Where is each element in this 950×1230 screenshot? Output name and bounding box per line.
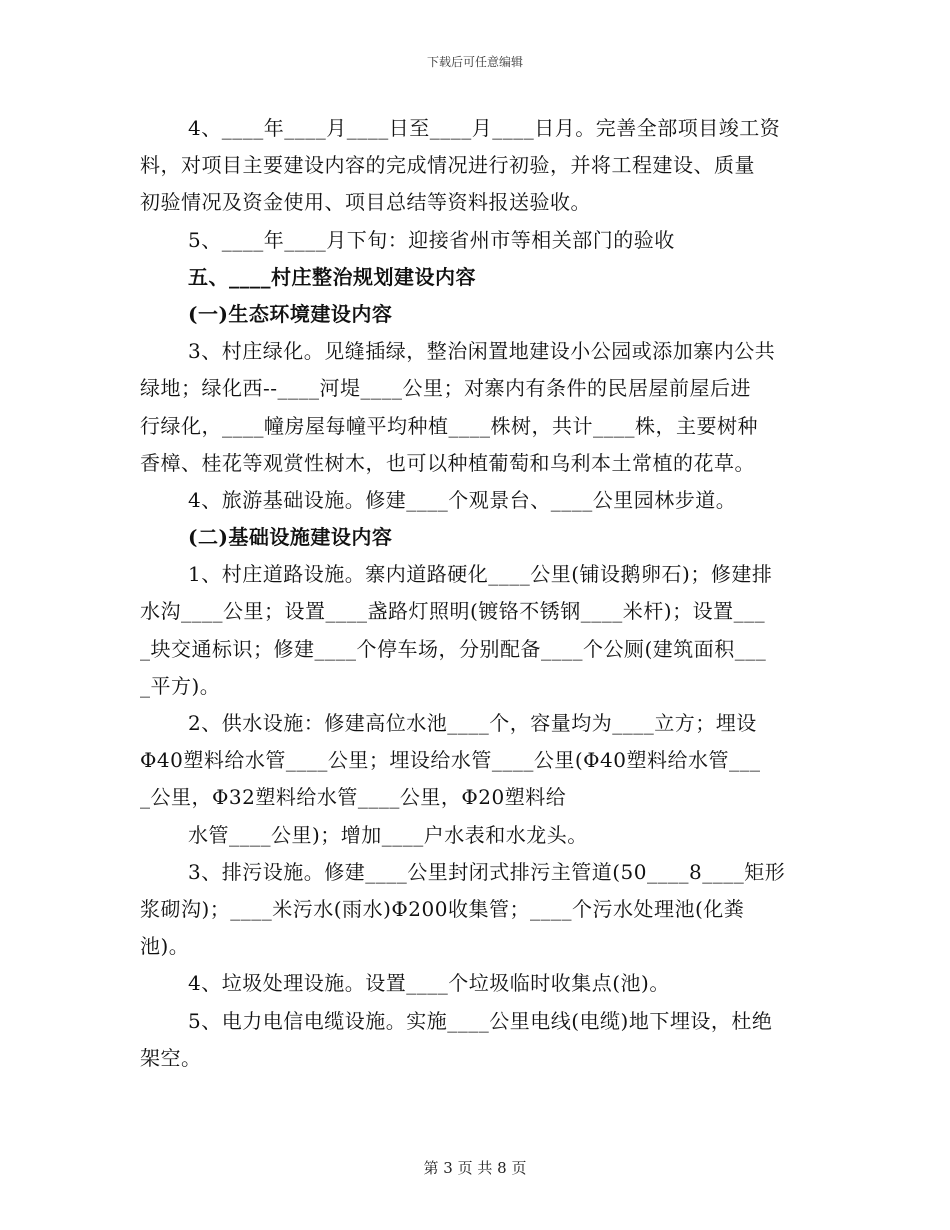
paragraph-line: 浆砌沟)；____米污水(雨水)Φ200收集管；____个污水处理池(化粪 [140,896,745,921]
paragraph-line: 2、供水设施：修建高位水池____个，容量均为____立方；埋设 [188,711,757,735]
section-heading-line: (二)基础设施建设内容 [188,525,393,550]
paragraph-line: 绿地；绿化西--____河堤____公里；对寨内有条件的民居屋前屋后进 [140,376,752,401]
document-body [140,110,810,1077]
paragraph-line: 5、电力电信电缆设施。实施____公里电线(电缆)地下埋设，杜绝 [188,1008,773,1033]
paragraph-line: 5、____年____月下旬：迎接省州市等相关部门的验收 [188,227,675,252]
paragraph-line: 架空。 [140,1045,202,1070]
paragraph-line: 水管____公里)；增加____户水表和水龙头。 [188,822,588,847]
paragraph-line: _平方)。 [140,673,221,698]
paragraph-line: 水沟____公里；设置____盏路灯照明(镀铬不锈钢____米杆)；设置___ [140,599,766,624]
paragraph-line: _公里，Φ32塑料给水管____公里，Φ20塑料给 [140,785,567,810]
paragraph-line: 3、排污设施。修建____公里封闭式排污主管道(50____8____矩形 [188,859,786,884]
paragraph-line: 4、垃圾处理设施。设置____个垃圾临时收集点(池)。 [188,971,670,996]
paragraph-line: 3、村庄绿化。见缝插绿，整治闲置地建设小公园或添加寨内公共 [188,339,776,364]
paragraph-line: 4、____年____月____日至____月____日月。完善全部项目竣工资 [188,116,781,140]
paragraph-line: 香樟、桂花等观赏性树木，也可以种植葡萄和乌利本土常植的花草。 [140,450,755,475]
page-header: 下载后可任意编辑 [426,55,523,69]
section-heading-line: (一)生态环境建设内容 [188,301,393,326]
paragraph-line: 初验情况及资金使用、项目总结等资料报送验收。 [140,190,591,215]
paragraph-line: 1、村庄道路设施。寨内道路硬化____公里(铺设鹅卵石)；修建排 [188,562,773,587]
paragraph-line: 池)。 [140,934,190,959]
section-heading-line: 五、____村庄整治规划建设内容 [188,264,476,289]
paragraph-line: _块交通标识；修建____个停车场，分别配备____个公厕(建筑面积___ [140,636,767,661]
paragraph-line: 4、旅游基础设施。修建____个观景台、____公里园林步道。 [188,487,737,512]
paragraph-line: 料，对项目主要建设内容的完成情况进行初验，并将工程建设、质量 [140,153,755,178]
paragraph-line: 行绿化，____幢房屋每幢平均种植____株树，共计____株，主要树种 [140,413,758,438]
page-footer: 第 3 页 共 8 页 [423,1159,527,1177]
paragraph-line: Φ40塑料给水管____公里；埋设给水管____公里(Φ40塑料给水管___ [140,748,761,773]
